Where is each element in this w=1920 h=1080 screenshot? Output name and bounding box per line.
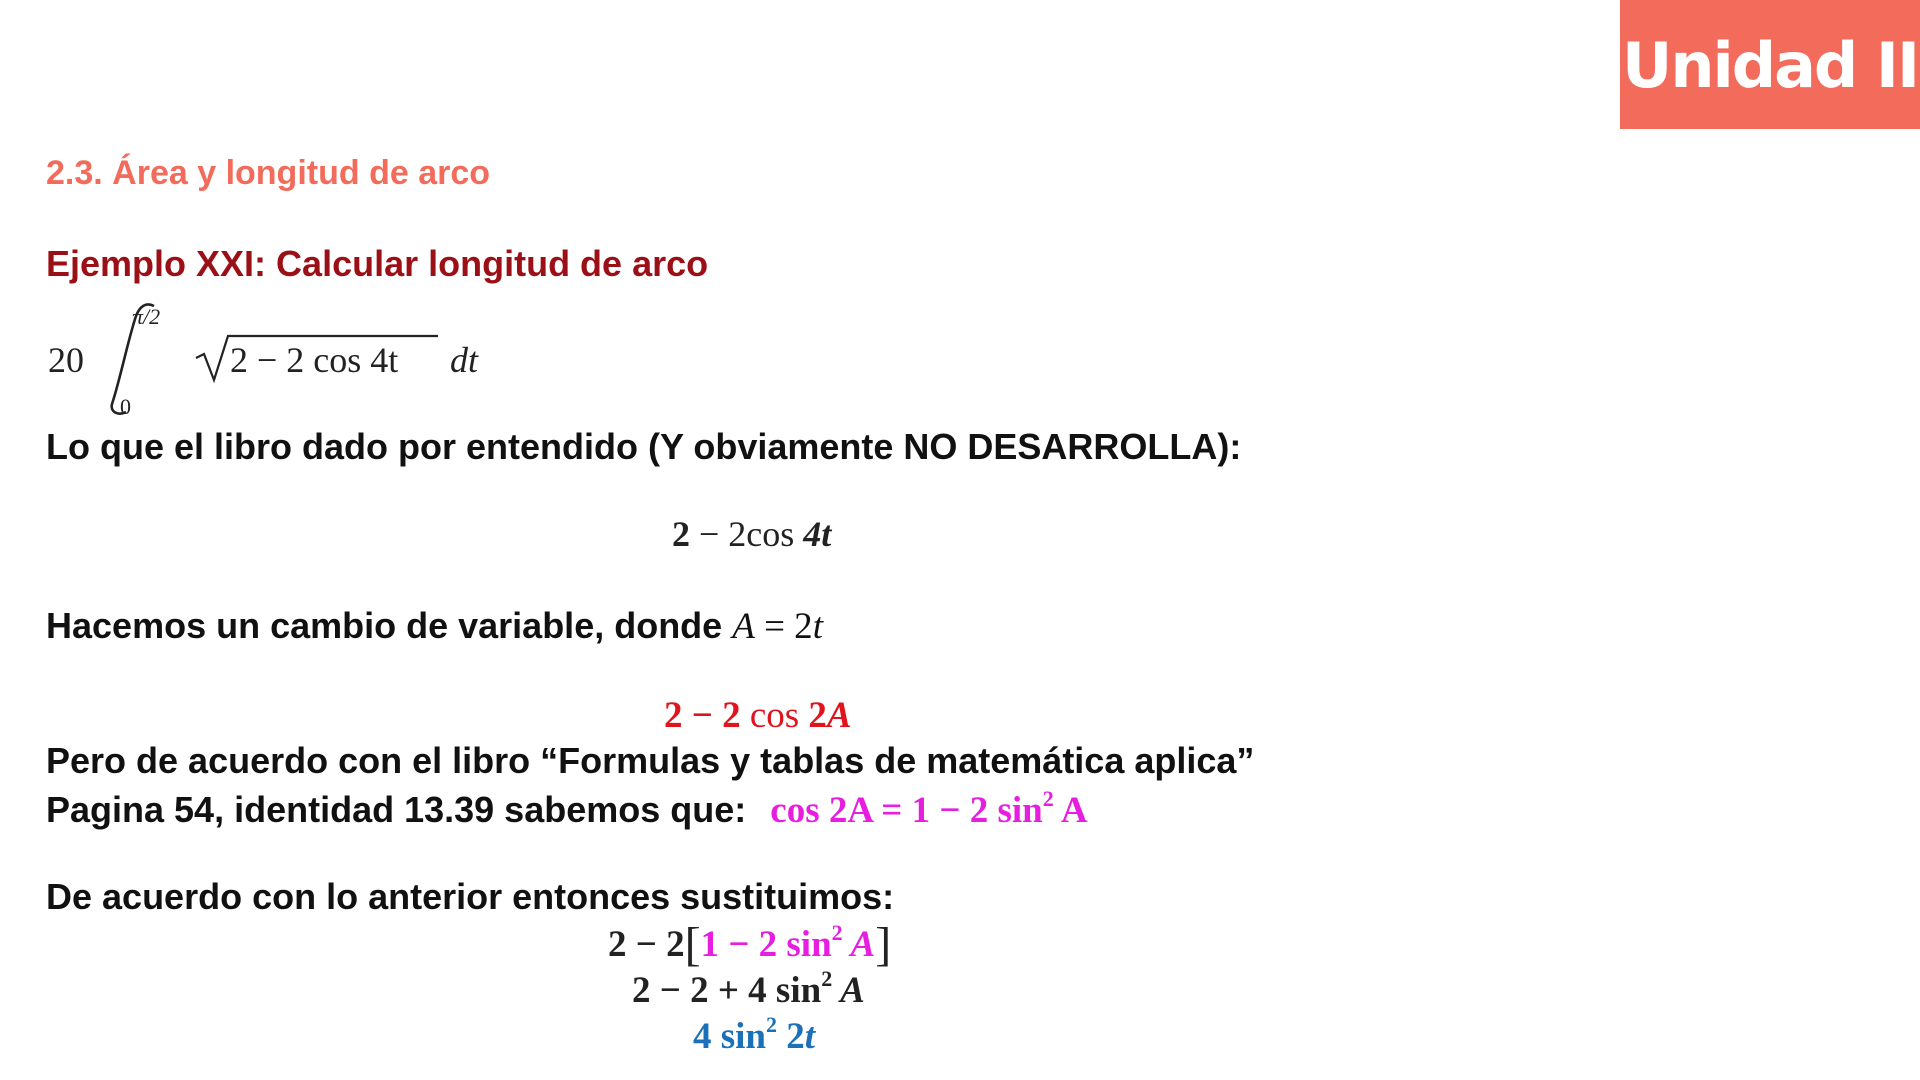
example-title: Ejemplo XXI: Calcular longitud de arco	[46, 243, 709, 284]
radicand: 2 − 2 cos 4t	[230, 340, 399, 380]
change-variable-text: Hacemos un cambio de variable, donde	[46, 605, 733, 646]
sub1-inner-a: A	[842, 924, 876, 965]
unit-badge: Unidad II	[1620, 0, 1920, 129]
change-variable-math	[732, 606, 823, 647]
equation-expression	[672, 513, 831, 555]
text-book-ref-2: Pagina 54, identidad 13.39 sabemos que:	[46, 789, 747, 830]
sub2-prefix: 2 − 2 + 4 sin	[632, 970, 822, 1011]
integral-differential: dt	[450, 340, 479, 380]
equation-red	[664, 694, 852, 737]
eqred-b: 2	[808, 695, 827, 736]
sub1-close-bracket: ]	[875, 918, 892, 971]
eq1-operator: − 2cos	[690, 514, 804, 554]
sub3-arg: 2	[777, 1016, 805, 1057]
integral-coefficient: 20	[48, 340, 84, 380]
identity-formula	[770, 786, 1088, 831]
identity-mid: = 1 − 2 sin	[872, 790, 1043, 831]
cv-eq: = 2	[754, 606, 813, 647]
integral-svg	[48, 300, 508, 420]
text-book-ref-1: Pero de acuerdo con el libro “Formulas y tablas de matemática aplica”	[46, 740, 1255, 781]
book-ref-line-2	[46, 786, 1088, 832]
eqred-c: A	[826, 695, 852, 736]
change-variable-line	[46, 605, 823, 648]
text-substitute: De acuerdo con lo anterior entonces sustituimos:	[46, 876, 895, 917]
sub3-exp: 2	[766, 1012, 778, 1037]
text-book-assumes: Lo que el libro dado por entendido (Y obviamente NO DESARROLLA):	[46, 426, 1242, 467]
cv-rhs: t	[812, 606, 823, 647]
identity-lhs: cos 2	[770, 790, 848, 831]
eq1-term-b: 4t	[803, 514, 832, 554]
identity-lhs-a: A	[847, 790, 873, 831]
identity-exp: 2	[1042, 786, 1054, 811]
sub2-a: A	[832, 970, 865, 1011]
substitution-step-1	[608, 917, 891, 972]
sub3-t: t	[804, 1016, 816, 1057]
eqred-cos: cos	[749, 695, 809, 736]
sub3-prefix: 4 sin	[693, 1016, 767, 1057]
sub1-prefix: 2 − 2	[608, 924, 685, 965]
sub1-exp: 2	[831, 920, 843, 945]
integral-upper-limit: π/2	[132, 304, 161, 329]
substitution-step-3	[693, 1012, 815, 1058]
eqred-a: 2 − 2	[664, 695, 750, 736]
integral-expression	[48, 300, 508, 420]
sub1-open-bracket: [	[684, 918, 701, 971]
sub2-exp: 2	[821, 966, 833, 991]
cv-lhs: A	[732, 606, 755, 647]
substitution-step-2	[632, 966, 865, 1012]
identity-rhs: A	[1053, 790, 1088, 831]
integral-lower-limit: 0	[120, 394, 131, 419]
sub1-inner: 1 − 2 sin	[700, 924, 832, 965]
eq1-term-a: 2	[672, 514, 690, 554]
section-title: 2.3. Área y longitud de arco	[46, 154, 491, 192]
